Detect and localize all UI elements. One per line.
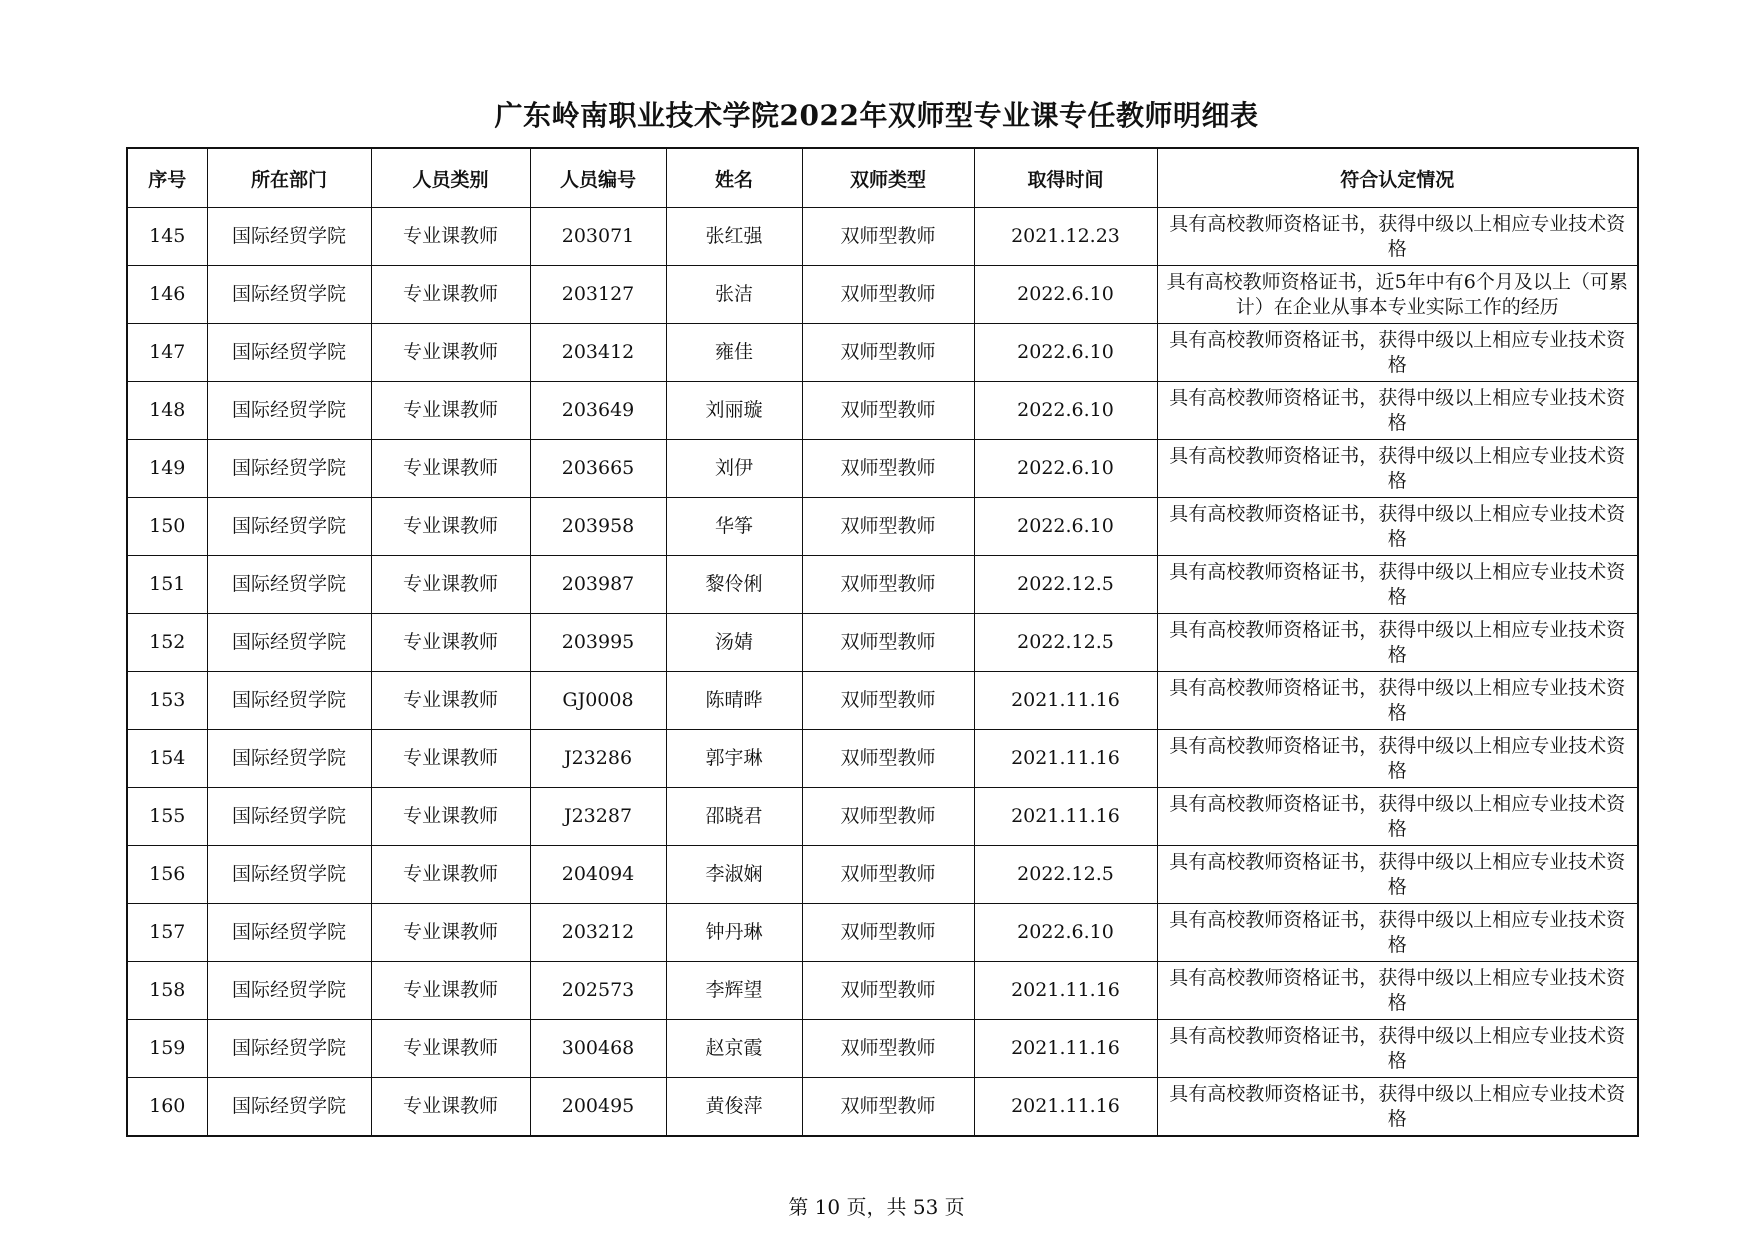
cell-date: 2021.11.16: [974, 1078, 1157, 1137]
cell-name: 郭宇琳: [666, 730, 802, 788]
cell-seq: 145: [127, 208, 207, 266]
cell-name: 刘丽璇: [666, 382, 802, 440]
table-row: [127, 672, 1638, 730]
header-name: 姓名: [666, 148, 802, 208]
cell-name: 钟丹琳: [666, 904, 802, 962]
cell-id: 203987: [530, 556, 666, 614]
cell-date: 2021.11.16: [974, 672, 1157, 730]
cell-id: 203649: [530, 382, 666, 440]
cell-category: 专业课教师: [371, 904, 530, 962]
cell-dept: 国际经贸学院: [207, 382, 371, 440]
cell-type: 双师型教师: [802, 730, 974, 788]
cell-category: 专业课教师: [371, 440, 530, 498]
cell-seq: 153: [127, 672, 207, 730]
table-header-row: [127, 148, 1638, 208]
cell-type: 双师型教师: [802, 672, 974, 730]
cell-seq: 151: [127, 556, 207, 614]
cell-dept: 国际经贸学院: [207, 556, 371, 614]
cell-seq: 155: [127, 788, 207, 846]
cell-basis: 具有高校教师资格证书，获得中级以上相应专业技术资格: [1157, 208, 1638, 266]
teacher-table: [126, 147, 1639, 1137]
page-footer: 第 10 页，共 53 页: [788, 1195, 965, 1219]
cell-id: 203127: [530, 266, 666, 324]
table-row: [127, 846, 1638, 904]
cell-basis: 具有高校教师资格证书，获得中级以上相应专业技术资格: [1157, 498, 1638, 556]
cell-basis: 具有高校教师资格证书，获得中级以上相应专业技术资格: [1157, 788, 1638, 846]
cell-basis: 具有高校教师资格证书，获得中级以上相应专业技术资格: [1157, 904, 1638, 962]
cell-date: 2022.6.10: [974, 440, 1157, 498]
cell-dept: 国际经贸学院: [207, 440, 371, 498]
table-row: [127, 614, 1638, 672]
cell-type: 双师型教师: [802, 440, 974, 498]
cell-name: 汤婧: [666, 614, 802, 672]
cell-basis: 具有高校教师资格证书，获得中级以上相应专业技术资格: [1157, 672, 1638, 730]
cell-basis: 具有高校教师资格证书，获得中级以上相应专业技术资格: [1157, 614, 1638, 672]
cell-type: 双师型教师: [802, 962, 974, 1020]
cell-dept: 国际经贸学院: [207, 904, 371, 962]
cell-type: 双师型教师: [802, 208, 974, 266]
cell-date: 2022.12.5: [974, 556, 1157, 614]
table-row: [127, 730, 1638, 788]
cell-category: 专业课教师: [371, 730, 530, 788]
cell-dept: 国际经贸学院: [207, 962, 371, 1020]
cell-dept: 国际经贸学院: [207, 208, 371, 266]
cell-name: 李淑娴: [666, 846, 802, 904]
cell-name: 邵晓君: [666, 788, 802, 846]
cell-type: 双师型教师: [802, 556, 974, 614]
cell-category: 专业课教师: [371, 614, 530, 672]
cell-date: 2021.11.16: [974, 730, 1157, 788]
cell-category: 专业课教师: [371, 266, 530, 324]
cell-date: 2022.6.10: [974, 266, 1157, 324]
cell-date: 2022.6.10: [974, 904, 1157, 962]
cell-basis: 具有高校教师资格证书，获得中级以上相应专业技术资格: [1157, 1020, 1638, 1078]
table-row: [127, 266, 1638, 324]
cell-seq: 159: [127, 1020, 207, 1078]
cell-basis: 具有高校教师资格证书，近5年中有6个月及以上（可累计）在企业从事本专业实际工作的经历: [1157, 266, 1638, 324]
header-seq: 序号: [127, 148, 207, 208]
cell-name: 张洁: [666, 266, 802, 324]
cell-category: 专业课教师: [371, 672, 530, 730]
cell-dept: 国际经贸学院: [207, 730, 371, 788]
cell-type: 双师型教师: [802, 498, 974, 556]
cell-id: 202573: [530, 962, 666, 1020]
header-type: 双师类型: [802, 148, 974, 208]
cell-type: 双师型教师: [802, 904, 974, 962]
cell-type: 双师型教师: [802, 1020, 974, 1078]
header-basis: 符合认定情况: [1157, 148, 1638, 208]
cell-basis: 具有高校教师资格证书，获得中级以上相应专业技术资格: [1157, 324, 1638, 382]
cell-category: 专业课教师: [371, 498, 530, 556]
cell-date: 2021.12.23: [974, 208, 1157, 266]
cell-seq: 147: [127, 324, 207, 382]
cell-type: 双师型教师: [802, 1078, 974, 1137]
table-row: [127, 498, 1638, 556]
table-row: [127, 904, 1638, 962]
cell-date: 2022.6.10: [974, 324, 1157, 382]
cell-name: 陈晴晔: [666, 672, 802, 730]
cell-id: 203412: [530, 324, 666, 382]
cell-seq: 148: [127, 382, 207, 440]
cell-category: 专业课教师: [371, 846, 530, 904]
cell-dept: 国际经贸学院: [207, 788, 371, 846]
cell-seq: 154: [127, 730, 207, 788]
cell-category: 专业课教师: [371, 1078, 530, 1137]
cell-dept: 国际经贸学院: [207, 498, 371, 556]
cell-name: 刘伊: [666, 440, 802, 498]
cell-basis: 具有高校教师资格证书，获得中级以上相应专业技术资格: [1157, 730, 1638, 788]
cell-dept: 国际经贸学院: [207, 846, 371, 904]
cell-seq: 152: [127, 614, 207, 672]
cell-id: J23286: [530, 730, 666, 788]
cell-category: 专业课教师: [371, 324, 530, 382]
cell-dept: 国际经贸学院: [207, 266, 371, 324]
cell-basis: 具有高校教师资格证书，获得中级以上相应专业技术资格: [1157, 382, 1638, 440]
header-date: 取得时间: [974, 148, 1157, 208]
cell-id: GJ0008: [530, 672, 666, 730]
cell-id: 203958: [530, 498, 666, 556]
cell-basis: 具有高校教师资格证书，获得中级以上相应专业技术资格: [1157, 1078, 1638, 1137]
cell-name: 李辉望: [666, 962, 802, 1020]
cell-name: 雍佳: [666, 324, 802, 382]
cell-category: 专业课教师: [371, 208, 530, 266]
cell-basis: 具有高校教师资格证书，获得中级以上相应专业技术资格: [1157, 846, 1638, 904]
table-row: [127, 556, 1638, 614]
cell-type: 双师型教师: [802, 788, 974, 846]
cell-name: 黄俊萍: [666, 1078, 802, 1137]
cell-basis: 具有高校教师资格证书，获得中级以上相应专业技术资格: [1157, 556, 1638, 614]
cell-seq: 160: [127, 1078, 207, 1137]
cell-date: 2022.6.10: [974, 498, 1157, 556]
table-row: [127, 440, 1638, 498]
cell-date: 2022.12.5: [974, 614, 1157, 672]
table-body: [127, 208, 1638, 1137]
cell-category: 专业课教师: [371, 382, 530, 440]
cell-id: 200495: [530, 1078, 666, 1137]
cell-type: 双师型教师: [802, 382, 974, 440]
cell-basis: 具有高校教师资格证书，获得中级以上相应专业技术资格: [1157, 440, 1638, 498]
cell-basis: 具有高校教师资格证书，获得中级以上相应专业技术资格: [1157, 962, 1638, 1020]
cell-id: 203995: [530, 614, 666, 672]
cell-seq: 146: [127, 266, 207, 324]
cell-dept: 国际经贸学院: [207, 672, 371, 730]
cell-seq: 149: [127, 440, 207, 498]
cell-category: 专业课教师: [371, 962, 530, 1020]
table-row: [127, 1078, 1638, 1137]
cell-id: 204094: [530, 846, 666, 904]
cell-date: 2021.11.16: [974, 1020, 1157, 1078]
table-row: [127, 1020, 1638, 1078]
cell-name: 张红强: [666, 208, 802, 266]
table-row: [127, 962, 1638, 1020]
cell-category: 专业课教师: [371, 1020, 530, 1078]
cell-id: 203071: [530, 208, 666, 266]
cell-id: 300468: [530, 1020, 666, 1078]
table-row: [127, 324, 1638, 382]
cell-date: 2022.6.10: [974, 382, 1157, 440]
cell-id: J23287: [530, 788, 666, 846]
cell-type: 双师型教师: [802, 614, 974, 672]
cell-seq: 157: [127, 904, 207, 962]
cell-category: 专业课教师: [371, 556, 530, 614]
header-id: 人员编号: [530, 148, 666, 208]
cell-name: 黎伶俐: [666, 556, 802, 614]
cell-type: 双师型教师: [802, 846, 974, 904]
cell-date: 2021.11.16: [974, 962, 1157, 1020]
cell-type: 双师型教师: [802, 324, 974, 382]
cell-name: 华筝: [666, 498, 802, 556]
cell-date: 2022.12.5: [974, 846, 1157, 904]
cell-dept: 国际经贸学院: [207, 324, 371, 382]
page-title: 广东岭南职业技术学院2022年双师型专业课专任教师明细表: [494, 99, 1259, 132]
table-row: [127, 788, 1638, 846]
cell-type: 双师型教师: [802, 266, 974, 324]
cell-dept: 国际经贸学院: [207, 1020, 371, 1078]
cell-category: 专业课教师: [371, 788, 530, 846]
header-dept: 所在部门: [207, 148, 371, 208]
cell-seq: 158: [127, 962, 207, 1020]
cell-name: 赵京霞: [666, 1020, 802, 1078]
cell-id: 203212: [530, 904, 666, 962]
cell-seq: 156: [127, 846, 207, 904]
header-category: 人员类别: [371, 148, 530, 208]
cell-seq: 150: [127, 498, 207, 556]
table-row: [127, 382, 1638, 440]
table-row: [127, 208, 1638, 266]
cell-dept: 国际经贸学院: [207, 614, 371, 672]
cell-dept: 国际经贸学院: [207, 1078, 371, 1137]
cell-id: 203665: [530, 440, 666, 498]
cell-date: 2021.11.16: [974, 788, 1157, 846]
